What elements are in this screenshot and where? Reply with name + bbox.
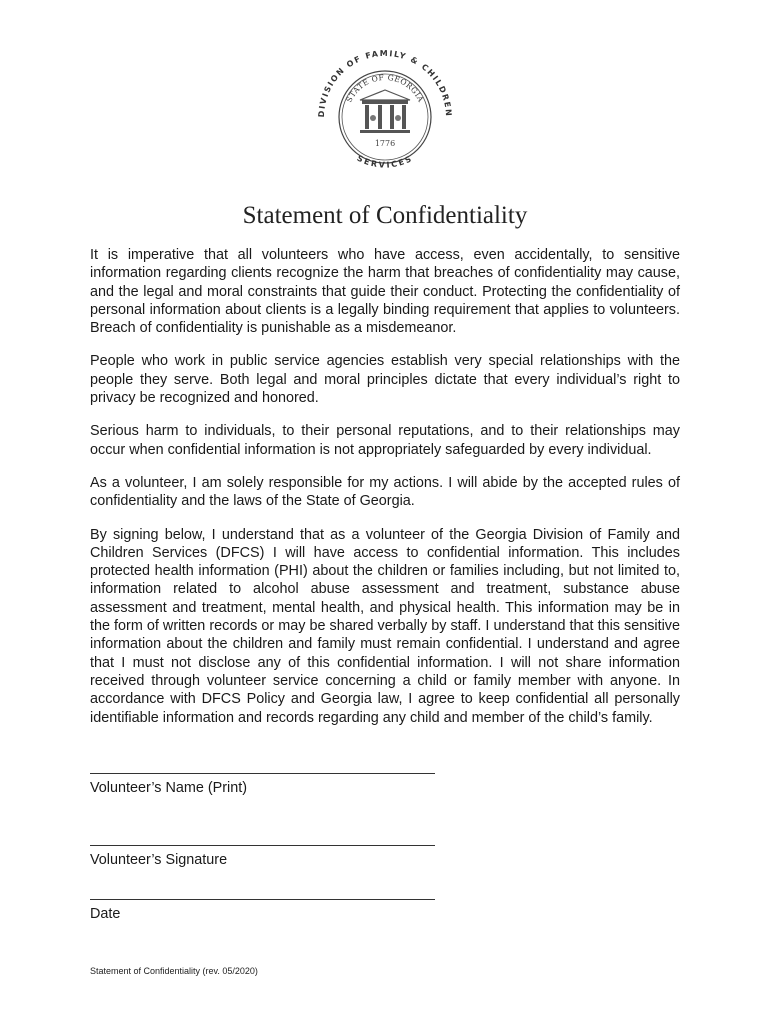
signature-line [90, 844, 435, 846]
date-label: Date [90, 906, 121, 922]
svg-text:DIVISION OF FAMILY & CHILDREN [317, 49, 453, 118]
volunteer-signature-field[interactable] [90, 844, 435, 868]
volunteer-name-field[interactable] [90, 772, 435, 796]
signature-line [90, 772, 435, 774]
seal-year: 1776 [374, 139, 396, 148]
seal-bottom-arc: SERVICES [355, 153, 415, 170]
footer: Statement of Confidentiality (rev. 05/2020) [90, 966, 258, 976]
svg-text:SERVICES [355, 154, 414, 170]
svg-text:STATE OF GEORGIA [344, 73, 425, 104]
seal-inner-arc: STATE OF GEORGIA [344, 72, 426, 104]
signature-line [90, 898, 435, 900]
body-text [90, 246, 680, 742]
paragraph: Serious harm to individuals, to their personal reputations, and to their relationships may occur when confidential information is not appropriately safeguarded by every individual. [90, 423, 680, 458]
document-title: Statement of Confidentiality [242, 202, 528, 229]
date-field[interactable] [90, 898, 435, 922]
paragraph: It is imperative that all volunteers who have access, even accidentally, to sensitive information regarding clients recognize the harm that breaches of confidentiality may cause, and the legal and moral constraints that guide their conduct. Protecting the confidentiality of personal information about clients is a legally binding requirement that applies to volunteers. Breach of confidentiality is punishable as a misdemeanor. [90, 247, 680, 337]
volunteer-name-label: Volunteer’s Name (Print) [90, 780, 248, 796]
volunteer-signature-label: Volunteer’s Signature [90, 852, 228, 868]
paragraph: As a volunteer, I am solely responsible for my actions. I will abide by the accepted rules of confidentiality and the laws of the State of Georgia. [90, 474, 680, 510]
paragraph: By signing below, I understand that as a volunteer of the Georgia Division of Family and Children Services (DFCS) I will have access to confidential information. This includes protected health information (PHI) about the children or families including, but not limited to, information related to alcohol abuse assessment and treatment, substance abuse assessment and treatment, mental health, and physical health. This information may be in the form of written records or may be shared verbally by staff. I understand that this sensitive information about the children and family must remain confidential. I understand and agree that I must not disclose any of this confidential information. I will not share information received through volunteer service concerning a child or family member with anyone. In accordance with DFCS Policy and Georgia law, I agree to keep confidential all personally identifiable information and records regarding any child and member of the child’s family. [90, 526, 680, 726]
seal-top-arc: DIVISION OF FAMILY & CHILDREN [316, 48, 454, 118]
georgia-dfcs-seal [310, 42, 460, 192]
paragraph: People who work in public service agencies establish very special relationships with the people they serve. Both legal and moral principles dictate that every individual’s right to privacy be recognized and honored. [90, 353, 680, 407]
